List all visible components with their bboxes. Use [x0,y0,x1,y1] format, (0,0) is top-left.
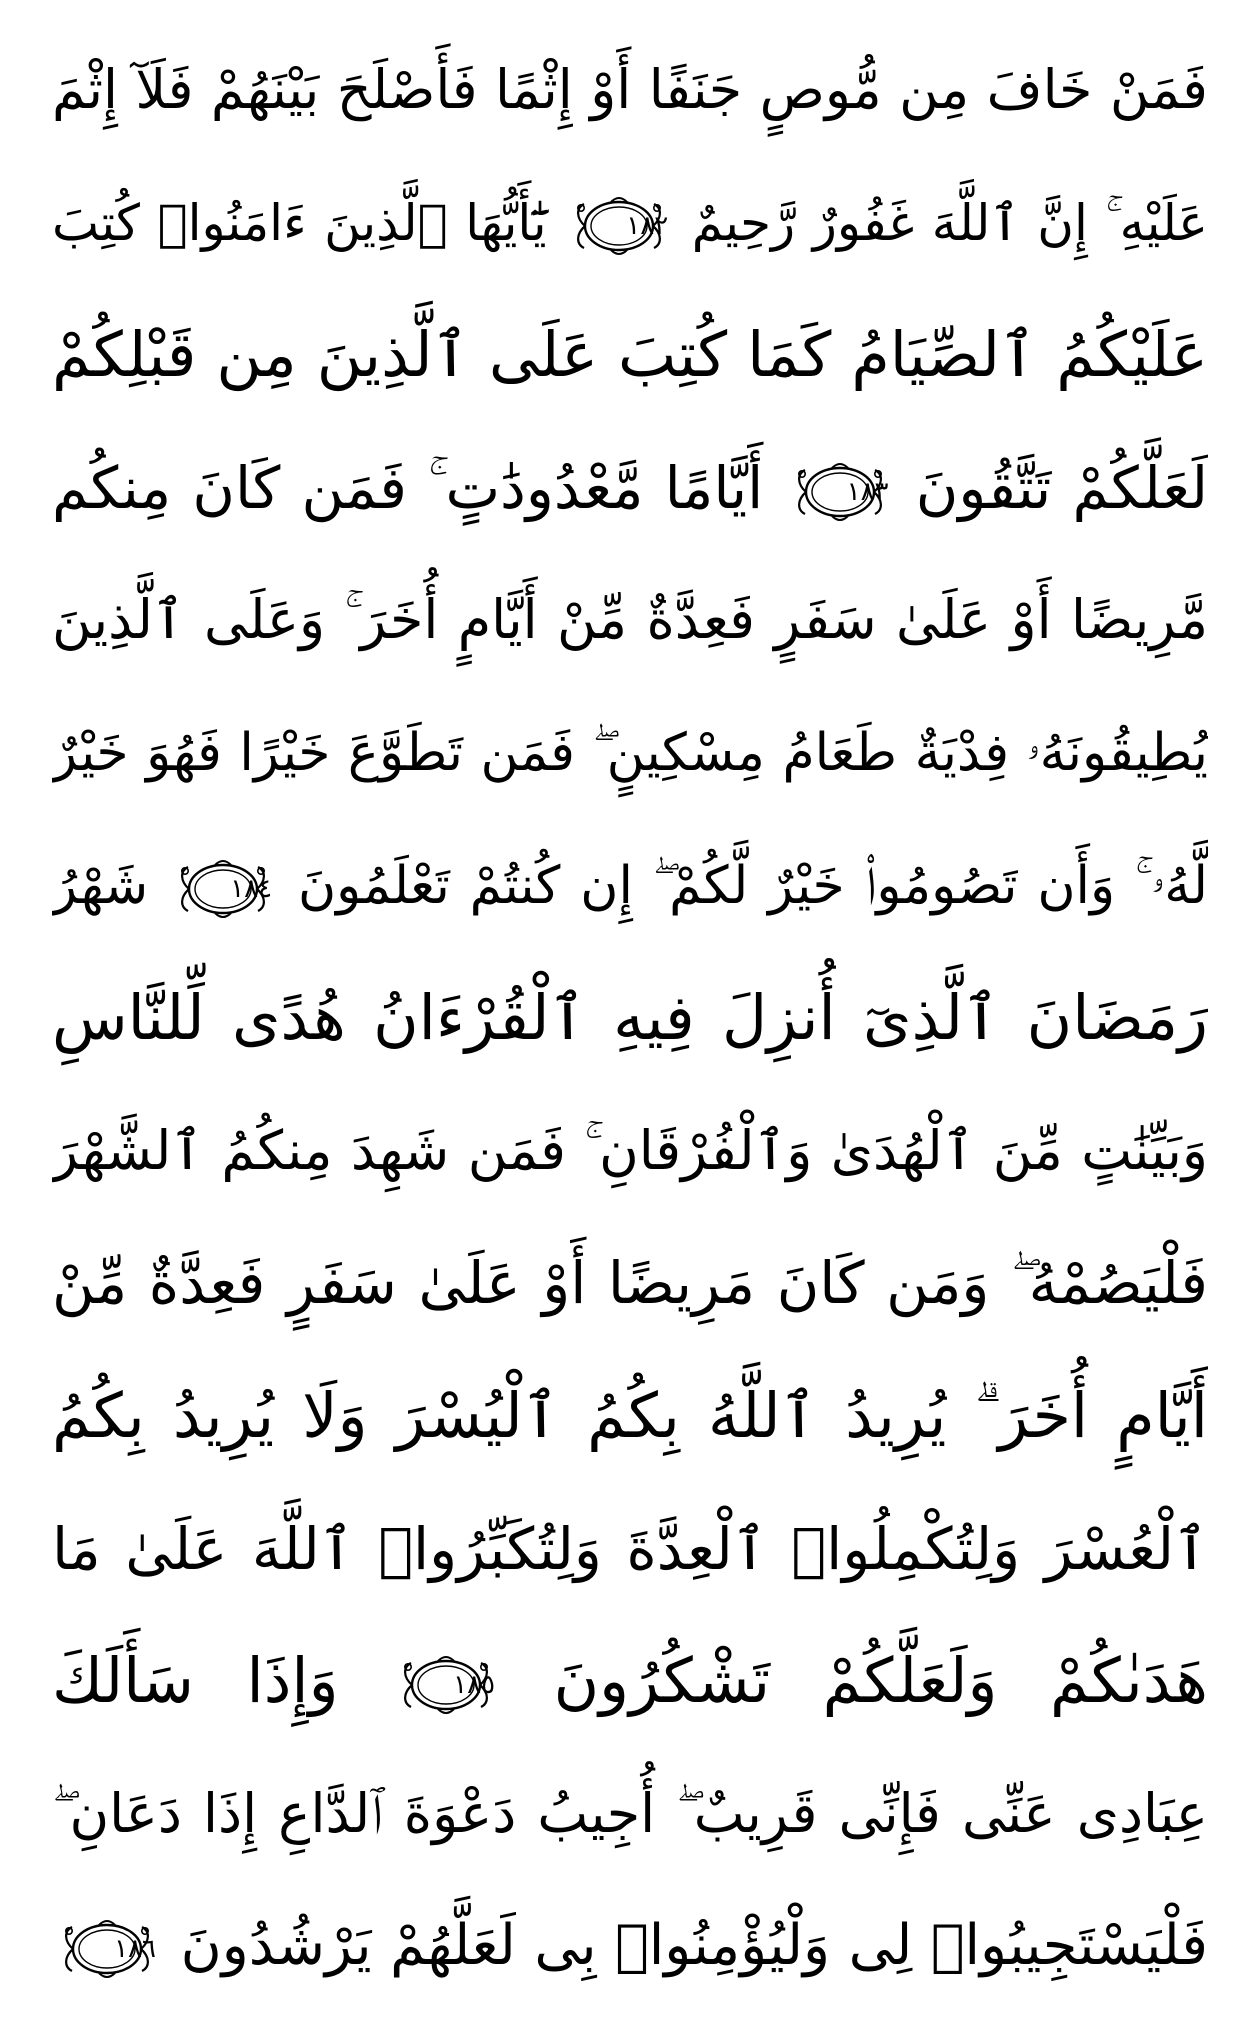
verse-line [52,1487,1208,1611]
verse-line [52,691,1208,815]
verse-line [52,1884,1208,2008]
verse-lines [52,28,1208,2018]
verse-line [52,161,1208,285]
ayah-end-marker [791,460,889,524]
ayah-number: ١٨٥ [453,1670,496,1701]
verse-line [52,824,1208,948]
verse-line [52,1221,1208,1345]
ayah-number: ١٨٢ [626,211,669,242]
verse-text: عَلَيْكُمُ ٱلصِّيَامُ كَمَا كُتِبَ عَلَى ٱلَّذِينَ مِن قَبْلِكُمْ [52,318,1208,392]
verse-line [52,293,1208,417]
verse-text: فَمَنْ خَافَ مِن مُّوصٍ جَنَفًا أَوْ إِثْمًا فَأَصْلَحَ بَيْنَهُمْ فَلَآ إِثْمَ [52,58,1208,121]
verse-text: فَلْيَصُمْهُ ۖ وَمَن كَانَ مَرِيضًا أَوْ عَلَىٰ سَفَرٍ فَعِدَّةٌ مِّنْ [52,1249,1208,1318]
verse-line [52,1354,1208,1478]
verse-line [52,426,1208,550]
verse-text: هَدَىٰكُمْ وَلَعَلَّكُمْ تَشْكُرُونَ [553,1644,1208,1718]
ayah-end-marker [58,1917,156,1981]
ayah-end-marker [397,1653,495,1717]
verse-text: عِبَادِى عَنِّى فَإِنِّى قَرِيبٌ ۖ أُجِيبُ دَعْوَةَ ٱلدَّاعِ إِذَا دَعَانِ ۖ [52,1781,1208,1845]
verse-text: يُطِيقُونَهُۥ فِدْيَةٌ طَعَامُ مِسْكِينٍ ۖ فَمَن تَطَوَّعَ خَيْرًا فَهُوَ خَيْرٌ [52,723,1208,783]
verse-text: مَّرِيضًا أَوْ عَلَىٰ سَفَرٍ فَعِدَّةٌ مِّنْ أَيَّامٍ أُخَرَ ۚ وَعَلَى ٱلَّذِينَ [52,588,1208,652]
verse-text: يَٰٓأَيُّهَا ٱلَّذِينَ ءَامَنُوا۟ كُتِبَ [52,193,547,252]
verse-text: ٱلْعُسْرَ وَلِتُكْمِلُوا۟ ٱلْعِدَّةَ وَلِتُكَبِّرُوا۟ ٱللَّهَ عَلَىٰ مَا [52,1514,1208,1583]
ayah-number: ١٨٦ [114,1934,156,1965]
verse-text: فَلْيَسْتَجِيبُوا۟ لِى وَلْيُؤْمِنُوا۟ بِى لَعَلَّهُمْ يَرْشُدُونَ [180,1913,1208,1979]
verse-line [52,1752,1208,1876]
verse-text: وَبَيِّنَٰتٍ مِّنَ ٱلْهُدَىٰ وَٱلْفُرْقَانِ ۚ فَمَن شَهِدَ مِنكُمُ ٱلشَّهْرَ [52,1118,1208,1182]
verse-text: لَّهُۥ ۚ وَأَن تَصُومُوا۟ خَيْرٌ لَّكُمْ ۖ إِن كُنتُمْ تَعْلَمُونَ [297,855,1208,916]
verse-line [52,956,1208,1080]
ayah-end-marker [174,857,272,921]
verse-text: عَلَيْهِ ۚ إِنَّ ٱللَّهَ غَفُورٌ رَّحِيمٌ [691,193,1208,252]
ayah-number: ١٨٣ [846,476,889,507]
verse-text: لَعَلَّكُمْ تَتَّقُونَ [915,453,1208,522]
ayah-number: ١٨٤ [230,873,273,904]
verse-line [52,1619,1208,1743]
verse-line [52,1089,1208,1213]
verse-text: وَإِذَا سَأَلَكَ [52,1644,339,1718]
verse-line [52,558,1208,682]
ayah-end-marker [570,194,668,258]
verse-text: أَيَّامٍ أُخَرَ ۗ يُرِيدُ ٱللَّهُ بِكُمُ ٱلْيُسْرَ وَلَا يُرِيدُ بِكُمُ [52,1379,1208,1452]
verse-line [52,28,1208,152]
verse-text: أَيَّامًا مَّعْدُودَٰتٍ ۚ فَمَن كَانَ مِنكُم [52,453,764,522]
verse-text: شَهْرُ [52,855,149,916]
verse-text: رَمَضَانَ ٱلَّذِىٓ أُنزِلَ فِيهِ ٱلْقُرْءَانُ هُدًى لِّلنَّاسِ [52,981,1208,1055]
